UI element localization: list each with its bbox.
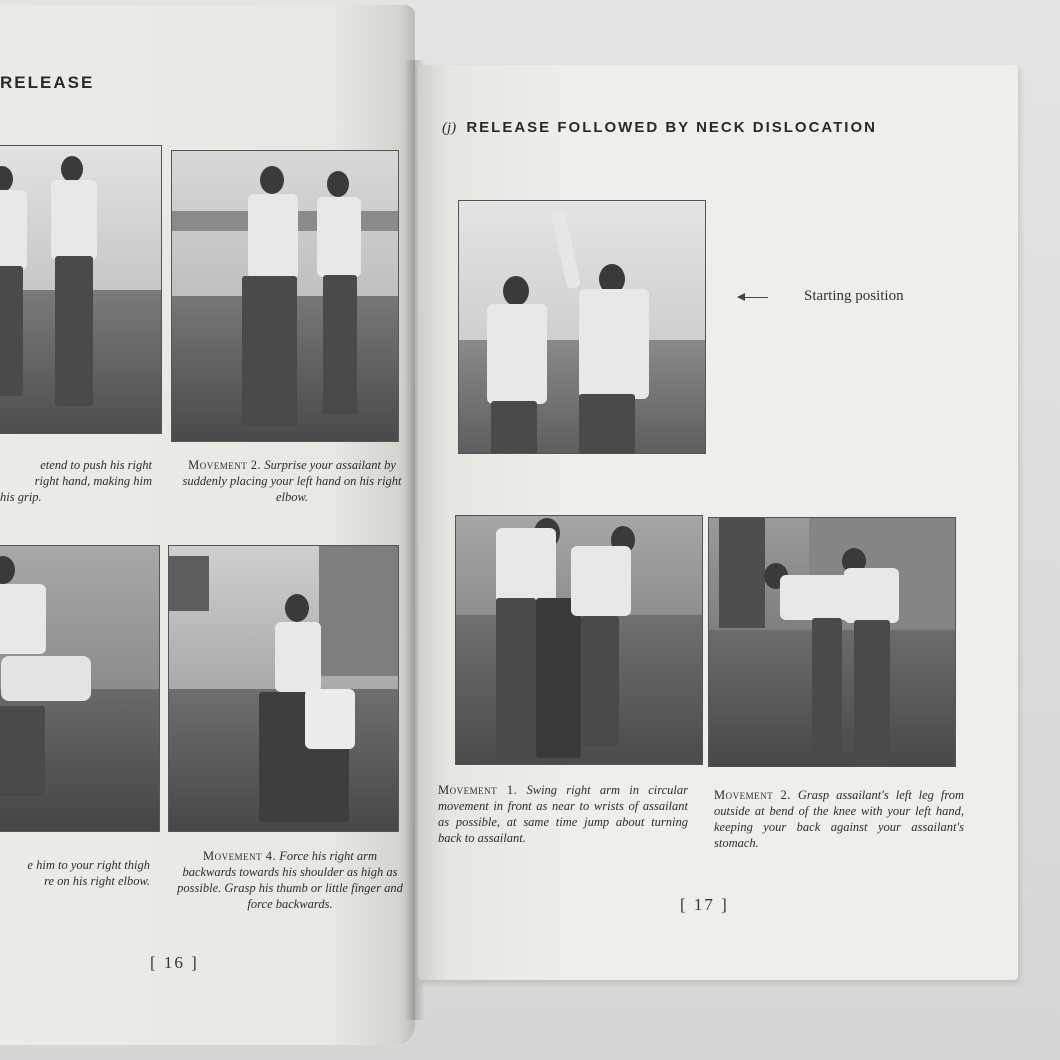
caption-text: Force his right arm backwards towards his shoulder as high as possible. Grasp his thumb or little finger and force backwards. [177,849,403,911]
heading-text: RELEASE FOLLOWED BY NECK DISLOCATION [466,119,877,136]
photo-neck-movement-1 [455,515,703,765]
photo-movement-2 [171,150,399,442]
caption-lead: Movement 4. [202,849,277,863]
photo-starting-position [458,200,706,454]
caption-movement-1-fragment [0,457,152,505]
left-page [0,5,415,1045]
photo-movement-1 [0,145,162,434]
photo-neck-movement-2 [708,517,956,767]
starting-position-label: Starting position [804,288,904,304]
caption-text: Grasp assailant's left leg from outside at bend of the knee with your left hand, keeping your back against your assailant's stomach. [714,788,965,850]
photo-movement-4 [168,545,399,832]
caption-neck-movement-2 [714,787,964,851]
caption-lead: Movement 2. [188,458,262,472]
page-number: [ 16 ] [150,953,199,972]
caption-line: e him to your right thigh [27,858,150,872]
photo-movement-3 [0,545,160,832]
caption-movement-3-fragment [0,857,150,889]
heading-prefix: (j) [442,120,457,136]
caption-text: Swing right arm in circular movement in front as near to wrists of assailant as possible, at same time jump about turning back to assailant. [438,783,689,845]
right-page-heading [442,119,877,137]
caption-text: Surprise your assailant by suddenly placing your left hand on his right elbow. [182,458,402,504]
caption-line: right hand, making him [34,474,152,488]
arrow-left-icon [738,297,768,298]
caption-line: re on his right elbow. [44,874,150,888]
page-number: [ 17 ] [680,895,729,914]
caption-lead: Movement 2. [714,788,791,802]
caption-movement-4 [176,848,404,912]
left-page-heading: RELEASE [0,73,95,92]
caption-line: etend to push his right [40,458,152,472]
caption-neck-movement-1 [438,782,688,846]
caption-line: his grip. [0,490,42,504]
right-page [418,65,1018,980]
caption-movement-2 [178,457,406,505]
caption-lead: Movement 1. [438,783,518,797]
